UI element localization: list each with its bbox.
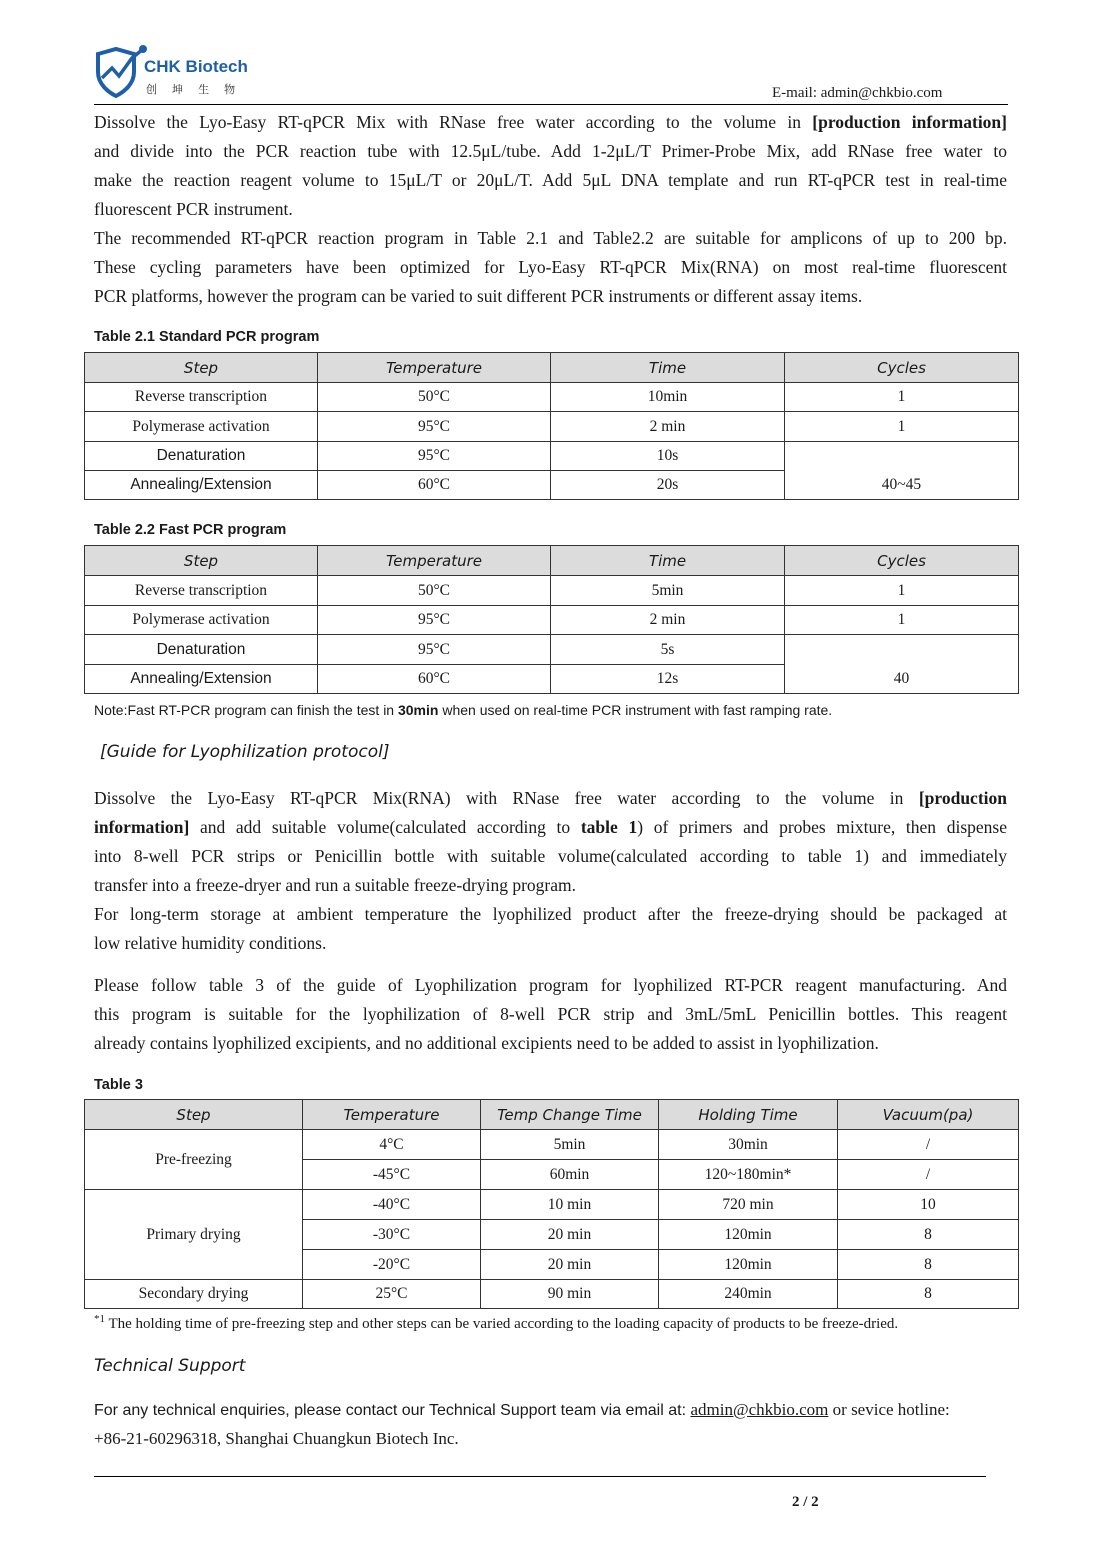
page-number: 2 / 2 [792,1494,819,1510]
guide-paragraph-2 [94,971,1007,1058]
table-cell: 4°C [303,1130,481,1160]
footer-rule [94,1476,986,1477]
company-chinese-name: 创 坤 生 物 [146,84,242,96]
table-row [85,635,1019,665]
table-row [85,606,1019,635]
support-line-1 [94,1400,950,1420]
table-cell: Denaturation [85,635,318,665]
table-cell: 720 min [659,1190,838,1220]
table-cell: 1 [785,606,1019,635]
guide-line: already contains lyophilized excipients, and no additional excipients need to be added to assist in lyophilization. [94,1033,879,1053]
table-cell: Annealing/Extension [85,471,318,500]
table-cell: 20 min [481,1250,659,1280]
table-2-1 [84,352,1019,500]
table-row [85,576,1019,606]
table-row [85,383,1019,412]
guide-line: this program is suitable for the lyophilization of 8-well PCR strip and 3mL/5mL Penicillin bottles. This reagent [94,1004,1007,1024]
table-cell: Reverse transcription [85,383,318,412]
table-header-cell: Holding Time [659,1100,838,1130]
table-header-cell: Step [85,353,318,383]
guide-line: into 8-well PCR strips or Penicillin bottle with suitable volume(calculated according to table 1) and immediately [94,846,1007,866]
table-2-1-caption: Table 2.1 Standard PCR program [94,329,320,345]
table-cell: -20°C [303,1250,481,1280]
table-cell: -40°C [303,1190,481,1220]
table-cell: 5s [551,635,785,665]
table-cell: / [838,1130,1019,1160]
support-email-link[interactable]: admin@chkbio.com [690,1400,829,1419]
table-cell: 120min [659,1250,838,1280]
intro-line: The recommended RT-qPCR reaction program in Table 2.1 and Table2.2 are suitable for amplicons of up to 200 bp. [94,228,1007,248]
table-cell: 240min [659,1280,838,1309]
table-cell: 8 [838,1250,1019,1280]
table-row [85,442,1019,471]
intro-line: make the reaction reagent volume to 15μL/T or 20μL/T. Add 5μL DNA template and run RT-qPCR test in real-time [94,170,1007,190]
table-cell: 120~180min* [659,1160,838,1190]
guide-heading: [Guide for Lyophilization protocol] [100,742,390,762]
table-header-cell: Temperature [318,353,551,383]
table-2-2 [84,545,1019,694]
table-3-footnote [94,1313,898,1333]
company-logo [92,44,152,100]
table-cell: -45°C [303,1160,481,1190]
table-3 [84,1099,1019,1309]
table-cell: 50°C [318,576,551,606]
table-cell: 50°C [318,383,551,412]
table-cell: 60°C [318,471,551,500]
table-header-cell: Vacuum(pa) [838,1100,1019,1130]
table-cell: -30°C [303,1220,481,1250]
support-line-2: +86-21-60296318, Shanghai Chuangkun Biotech Inc. [94,1429,459,1448]
intro-line: Dissolve the Lyo-Easy RT-qPCR Mix with RNase free water according to the volume in [production information] [94,112,1007,132]
guide-paragraph-1 [94,784,1007,958]
table-cell: 60min [481,1160,659,1190]
table-cell: 10 [838,1190,1019,1220]
table-cell: 10 min [481,1190,659,1220]
table-cell: 120min [659,1220,838,1250]
table-cell: 95°C [318,412,551,442]
table-cell: 40~45 [785,442,1019,500]
table-header-cell: Cycles [785,546,1019,576]
table-header-cell: Temperature [318,546,551,576]
table-cell: 12s [551,665,785,694]
guide-line: Dissolve the Lyo-Easy RT-qPCR Mix(RNA) with RNase free water according to the volume in [production [94,788,1007,808]
note-bold: 30min [397,702,439,718]
intro-paragraph [94,108,1007,311]
table-cell: 2 min [551,606,785,635]
header-rule [94,104,1008,105]
guide-line: For long-term storage at ambient temperature the lyophilized product after the freeze-drying should be packaged at [94,904,1007,924]
footnote-text: The holding time of pre-freezing step and other steps can be varied according to the loading capacity of products to be freeze-dried. [105,1316,899,1332]
table-cell: 95°C [318,606,551,635]
table-cell: 8 [838,1220,1019,1250]
table-3-caption: Table 3 [94,1077,143,1093]
table-cell: 25°C [303,1280,481,1309]
footnote-mark: *1 [94,1313,105,1325]
table-cell: 90 min [481,1280,659,1309]
table-header-cell: Time [551,353,785,383]
table-cell: / [838,1160,1019,1190]
table-cell: 5min [551,576,785,606]
intro-line: These cycling parameters have been optimized for Lyo-Easy RT-qPCR Mix(RNA) on most real-time fluorescent [94,257,1007,277]
table-row [85,1190,1019,1220]
note-text: when used on real-time PCR instrument with fast ramping rate. [438,702,833,718]
table-cell: 40 [785,635,1019,694]
table-cell: Primary drying [85,1190,303,1280]
support-heading: Technical Support [94,1356,246,1376]
table-row [85,1280,1019,1309]
note-text: Note:Fast RT-PCR program can finish the test in [94,702,398,718]
table-cell: 10min [551,383,785,412]
guide-line: information] and add suitable volume(calculated according to table 1) of primers and probes mixture, then dispense [94,817,1007,837]
guide-line: low relative humidity conditions. [94,933,327,953]
table-row [85,412,1019,442]
table-cell: 5min [481,1130,659,1160]
guide-line: Please follow table 3 of the guide of Lyophilization program for lyophilized RT-PCR reagent manufacturing. And [94,975,1007,995]
guide-line: transfer into a freeze-dryer and run a suitable freeze-drying program. [94,875,576,895]
table-cell: 1 [785,383,1019,412]
table-cell: Denaturation [85,442,318,471]
table-cell: 95°C [318,635,551,665]
table-cell: Polymerase activation [85,606,318,635]
intro-line: and divide into the PCR reaction tube with 12.5μL/tube. Add 1-2μL/T Primer-Probe Mix, add RNase free water to [94,141,1007,161]
intro-line: fluorescent PCR instrument. [94,199,293,219]
table-cell: 8 [838,1280,1019,1309]
table-header-cell: Temperature [303,1100,481,1130]
table-cell: 2 min [551,412,785,442]
table-header-cell: Cycles [785,353,1019,383]
intro-line: PCR platforms, however the program can be varied to suit different PCR instruments or different assay items. [94,286,863,306]
table-cell: 20s [551,471,785,500]
table-cell: Pre-freezing [85,1130,303,1190]
table-cell: 60°C [318,665,551,694]
table-cell: Reverse transcription [85,576,318,606]
table-cell: 20 min [481,1220,659,1250]
fast-program-note [94,702,832,718]
table-cell: Polymerase activation [85,412,318,442]
table-header-cell: Time [551,546,785,576]
table-2-2-caption: Table 2.2 Fast PCR program [94,522,287,538]
header-email: E-mail: admin@chkbio.com [772,85,943,101]
support-text: or sevice hotline: [828,1400,950,1419]
table-cell: 10s [551,442,785,471]
table-cell: 1 [785,412,1019,442]
table-row [85,1130,1019,1160]
company-name: CHK Biotech [144,57,248,76]
table-header-cell: Step [85,546,318,576]
shield-logo-icon [92,44,152,100]
table-cell: 1 [785,576,1019,606]
table-cell: 95°C [318,442,551,471]
table-cell: 30min [659,1130,838,1160]
table-cell: Annealing/Extension [85,665,318,694]
table-cell: Secondary drying [85,1280,303,1309]
table-header-cell: Step [85,1100,303,1130]
table-header-cell: Temp Change Time [481,1100,659,1130]
support-text: For any technical enquiries, please contact our Technical Support team via email at: [94,1402,691,1419]
